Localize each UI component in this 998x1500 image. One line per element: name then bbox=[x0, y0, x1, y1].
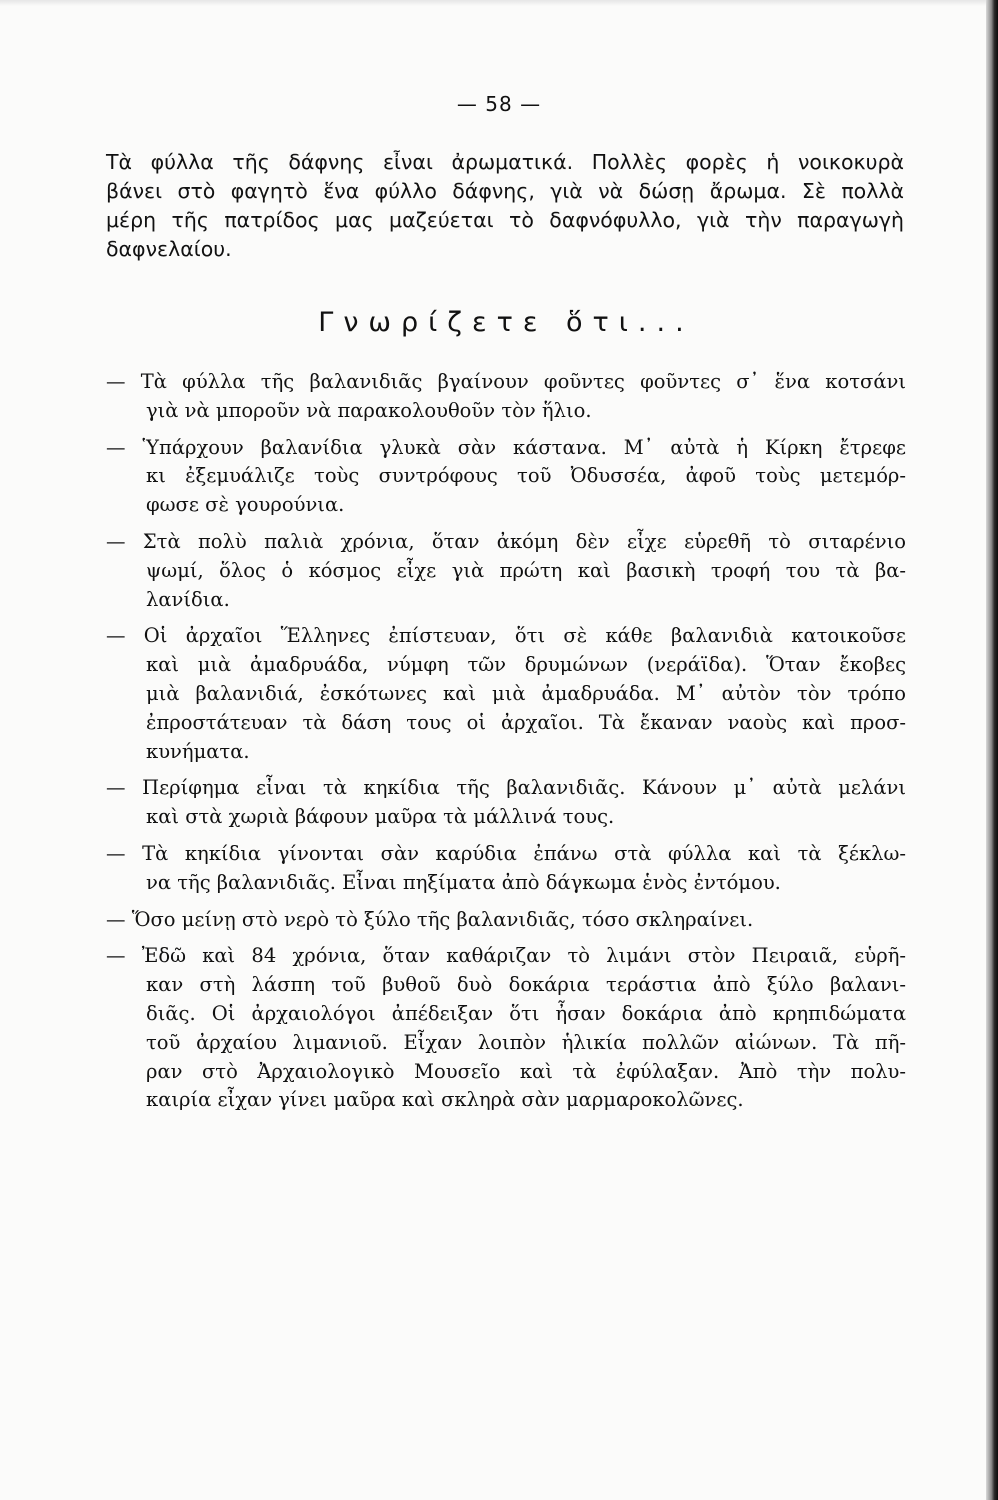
top-edge-shadow bbox=[0, 0, 998, 6]
fact-line: γιὰ νὰ μποροῦν νὰ παρακολουθοῦν τὸν ἥλιο. bbox=[146, 398, 592, 422]
fact-line: καν στὴ λάσπη τοῦ βυθοῦ δυὸ δοκάρια τεράστια ἀπὸ ξύλο βαλανι- bbox=[146, 973, 906, 997]
section-heading: Γνωρίζετε ὅτι... bbox=[318, 307, 694, 338]
fact-line: λανίδια. bbox=[146, 587, 230, 611]
fact-line: να τῆς βαλανιδιᾶς. Εἶναι πηξίματα ἀπὸ δάγκωμα ἑνὸς ἐντόμου. bbox=[146, 870, 781, 894]
fact-line: ψωμί, ὅλος ὁ κόσμος εἶχε γιὰ πρώτη καὶ βασικὴ τροφή του τὰ βα- bbox=[146, 558, 906, 582]
fact-item bbox=[106, 528, 906, 614]
fact-item bbox=[106, 622, 906, 766]
fact-line: κι ἐξεμυάλιζε τοὺς συντρόφους τοῦ Ὀδυσσέα, ἀφοῦ τοὺς μετεμόρ- bbox=[146, 464, 906, 488]
fact-line: καιρία εἶχαν γίνει μαῦρα καὶ σκληρὰ σὰν μαρμαροκολῶνες. bbox=[146, 1088, 744, 1112]
fact-line: — Τὰ φύλλα τῆς βαλανιδιᾶς βγαίνουν φοῦντες φοῦντες σ᾿ ἕνα κοτσάνι bbox=[106, 370, 906, 393]
fact-line: — Τὰ κηκίδια γίνονται σὰν καρύδια ἐπάνω στὰ φύλλα καὶ τὰ ξέκλω- bbox=[106, 841, 906, 865]
fact-line: — Οἱ ἀρχαῖοι Ἕλληνες ἐπίστευαν, ὅτι σὲ κάθε βαλανιδιὰ κατοικοῦσε bbox=[106, 624, 906, 648]
fact-line: — Στὰ πολὺ παλιὰ χρόνια, ὅταν ἀκόμη δὲν εἶχε εὑρεθῆ τὸ σιταρένιο bbox=[106, 529, 906, 553]
fact-line: καὶ στὰ χωριὰ βάφουν μαῦρα τὰ μάλλινά τους. bbox=[146, 805, 615, 829]
fact-line: ραν στὸ Ἀρχαιολογικὸ Μουσεῖο καὶ τὰ ἐφύλαξαν. Ἀπὸ τὴν πολυ- bbox=[146, 1059, 906, 1083]
fact-line: φωσε σὲ γουρούνια. bbox=[146, 493, 345, 517]
fact-line: ἐπροστάτευαν τὰ δάση τους οἱ ἀρχαῖοι. Τὰ ἔκαναν ναοὺς καὶ προσ- bbox=[146, 710, 906, 734]
intro-line: δαφνελαίου. bbox=[106, 237, 232, 261]
fact-line: τοῦ ἀρχαίου λιμανιοῦ. Εἶχαν λοιπὸν ἡλικία πολλῶν αἰώνων. Τὰ πῆ- bbox=[146, 1030, 906, 1054]
fact-line: κυνήματα. bbox=[146, 739, 250, 763]
intro-line: βάνει στὸ φαγητὸ ἕνα φύλλο δάφνης, γιὰ νὰ δώσῃ ἄρωμα. Σὲ πολλὰ bbox=[106, 179, 904, 203]
fact-line: — Ὅσο μείνῃ στὸ νερὸ τὸ ξύλο τῆς βαλανιδιᾶς, τόσο σκληραίνει. bbox=[106, 907, 754, 931]
intro-line: μέρη τῆς πατρίδος μας μαζεύεται τὸ δαφνόφυλλο, γιὰ τὴν παραγωγὴ bbox=[106, 208, 904, 232]
fact-line: μιὰ βαλανιδιά, ἐσκότωνες καὶ μιὰ ἀμαδρυάδα. Μ᾿ αὐτὸν τὸν τρόπο bbox=[146, 681, 906, 705]
fact-line: — Ὑπάρχουν βαλανίδια γλυκὰ σὰν κάστανα. Μ᾿ αὐτὰ ἡ Κίρκη ἔτρεφε bbox=[106, 435, 906, 459]
intro-paragraph bbox=[106, 148, 904, 264]
fact-item bbox=[106, 368, 906, 426]
fact-line: — Ἐδῶ καὶ 84 χρόνια, ὅταν καθάριζαν τὸ λιμάνι στὸν Πειραιᾶ, εὑρῆ- bbox=[106, 944, 906, 968]
fact-item bbox=[106, 774, 906, 832]
fact-line: καὶ μιὰ ἀμαδρυάδα, νύμφη τῶν δρυμώνων (νεράϊδα). Ὅταν ἔκοβες bbox=[146, 653, 906, 677]
fact-item bbox=[106, 434, 906, 520]
page-binding-edge bbox=[986, 0, 998, 1500]
intro-line: Τὰ φύλλα τῆς δάφνης εἶναι ἀρωματικά. Πολλὲς φορὲς ἡ νοικοκυρὰ bbox=[106, 150, 904, 174]
fact-item bbox=[106, 906, 906, 935]
fact-line: — Περίφημα εἶναι τὰ κηκίδια τῆς βαλανιδιᾶς. Κάνουν μ᾿ αὐτὰ μελάνι bbox=[106, 776, 906, 800]
fact-item bbox=[106, 840, 906, 898]
page-number: — 58 — bbox=[456, 92, 542, 116]
facts-list bbox=[106, 368, 906, 1123]
fact-line: διᾶς. Οἱ ἀρχαιολόγοι ἀπέδειξαν ὅτι ἦσαν δοκάρια ἀπὸ κρηπιδώματα bbox=[146, 1001, 906, 1025]
fact-item bbox=[106, 942, 906, 1115]
